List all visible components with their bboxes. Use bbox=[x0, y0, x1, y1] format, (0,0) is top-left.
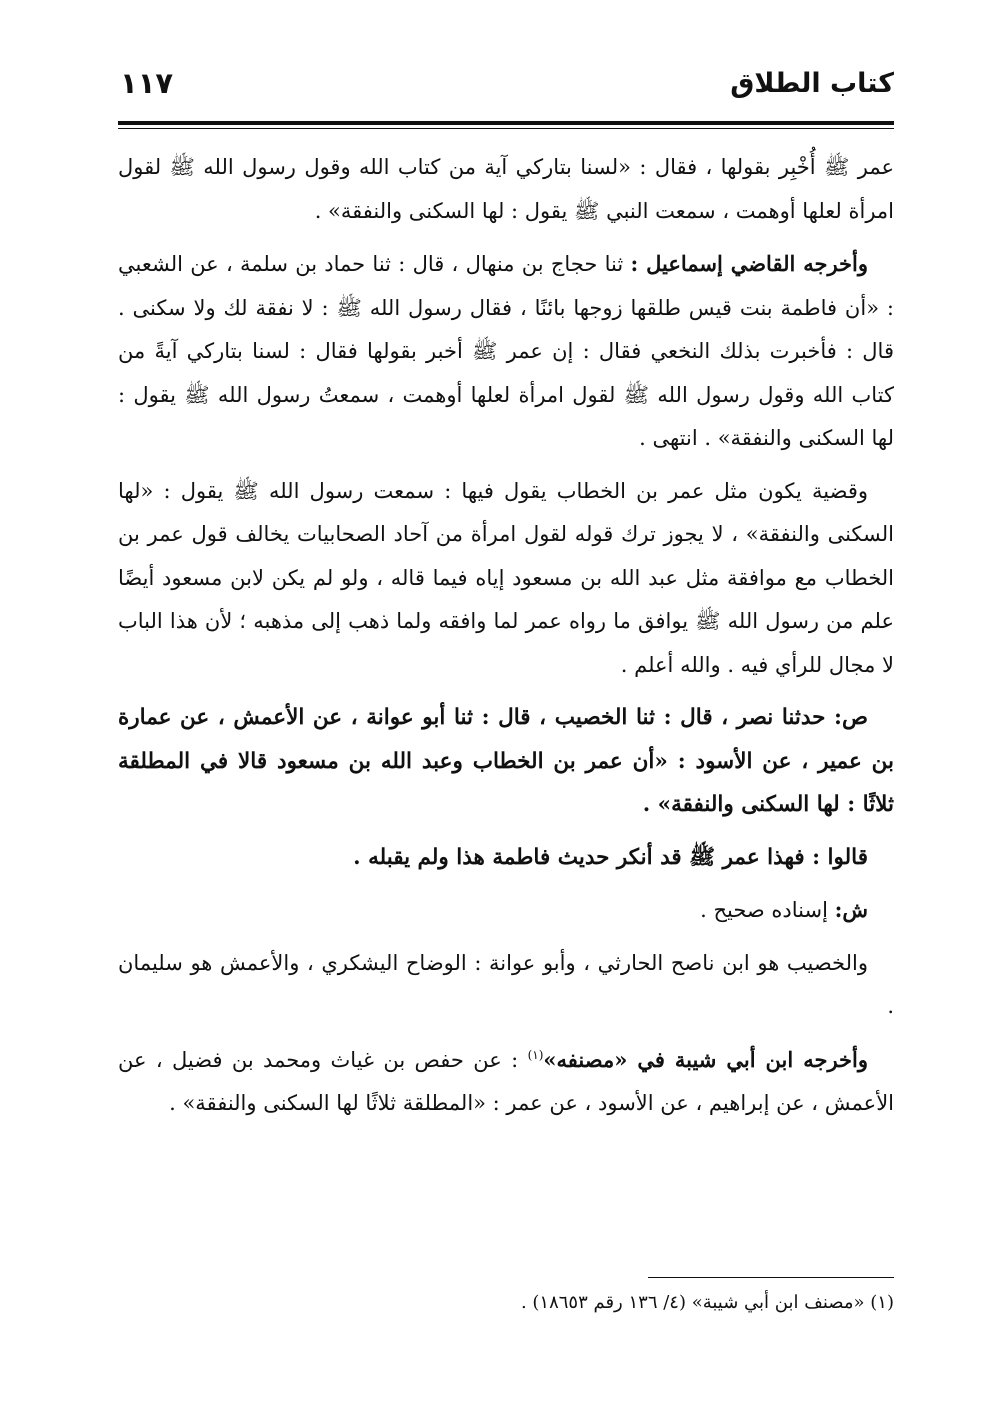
footnote-ref: (١) bbox=[527, 1047, 544, 1062]
paragraph-6-lead: ش: bbox=[834, 897, 868, 922]
paragraph-8-lead: وأخرجه ابن أبي شيبة في «مصنفه» bbox=[543, 1046, 868, 1072]
paragraph-8 bbox=[118, 1038, 894, 1126]
paragraph-2-text: ثنا حجاج بن منهال ، قال : ثنا حماد بن سلمة ، عن الشعبي : «أن فاطمة بنت قيس طلقها زوجها بائنًا ، فقال رسول الله ﷺ : لا نفقة لك ولا سكنى . قال : فأخبرت بذلك النخعي فقال : إن عمر ﷺ أخبر بقولها فقال : لسنا بتاركي آيةً من كتاب الله وقول رسول الله ﷺ لقول امرأة لعلها أوهمت ، سمعتُ رسول الله ﷺ يقول : لها السكنى والنفقة» . انتهى . bbox=[118, 252, 894, 450]
paragraph-6-text: إسناده صحيح . bbox=[700, 898, 835, 922]
paragraph-4: ص: حدثنا نصر ، قال : ثنا الخصيب ، قال : ثنا أبو عوانة ، عن الأعمش ، عن عمارة بن عمير ، عن الأسود : «أن عمر بن الخطاب وعبد الله بن مسعود قالا في المطلقة ثلاثًا : لها السكنى والنفقة» . bbox=[118, 705, 894, 817]
book-title: كتاب الطلاق bbox=[730, 68, 894, 99]
header-rule-thick bbox=[118, 121, 894, 125]
page-header bbox=[118, 60, 894, 112]
page-number: ١١٧ bbox=[120, 66, 174, 100]
book-page bbox=[118, 60, 894, 1380]
footnote-separator bbox=[648, 1277, 894, 1278]
paragraph-1: عمر ﷺ أُخْبِر بقولها ، فقال : «لسنا بتاركي آية من كتاب الله وقول رسول الله ﷺ لقول امرأة لعلها أوهمت ، سمعت النبي ﷺ يقول : لها السكنى والنفقة» . bbox=[118, 155, 894, 223]
paragraph-7: والخصيب هو ابن ناصح الحارثي ، وأبو عوانة : الوضاح اليشكري ، والأعمش هو سليمان . bbox=[118, 950, 894, 1018]
footnote: (١) «مصنف ابن أبي شيبة» (٤/ ١٣٦ رقم ١٨٦٥٣) . bbox=[520, 1292, 894, 1313]
paragraph-8-text: : عن حفص بن غياث ومحمد بن فضيل ، عن الأعمش ، عن إبراهيم ، عن الأسود ، عن عمر : «المطلقة ثلاثًا لها السكنى والنفقة» . bbox=[118, 1047, 894, 1115]
paragraph-2-lead: وأخرجه القاضي إسماعيل : bbox=[630, 251, 868, 276]
paragraph-6 bbox=[118, 888, 894, 933]
paragraph-2 bbox=[118, 242, 894, 461]
paragraph-3: وقضية يكون مثل عمر بن الخطاب يقول فيها : سمعت رسول الله ﷺ يقول : «لها السكنى والنفقة» ، لا يجوز ترك قوله لقول امرأة من آحاد الصحابيات يخالف قول عمر بن الخطاب مع موافقة مثل عبد الله بن مسعود إياه فيما قاله ، ولو لم يكن لابن مسعود أيضًا علم من رسول الله ﷺ يوافق ما رواه عمر لما وافقه ولما ذهب إلى مذهبه ؛ لأن هذا الباب لا مجال للرأي فيه . والله أعلم . bbox=[118, 478, 894, 677]
header-rule-thin bbox=[118, 128, 894, 129]
main-text bbox=[118, 146, 894, 1135]
paragraph-5: قالوا : فهذا عمر ﷺ قد أنكر حديث فاطمة هذا ولم يقبله . bbox=[353, 844, 868, 870]
